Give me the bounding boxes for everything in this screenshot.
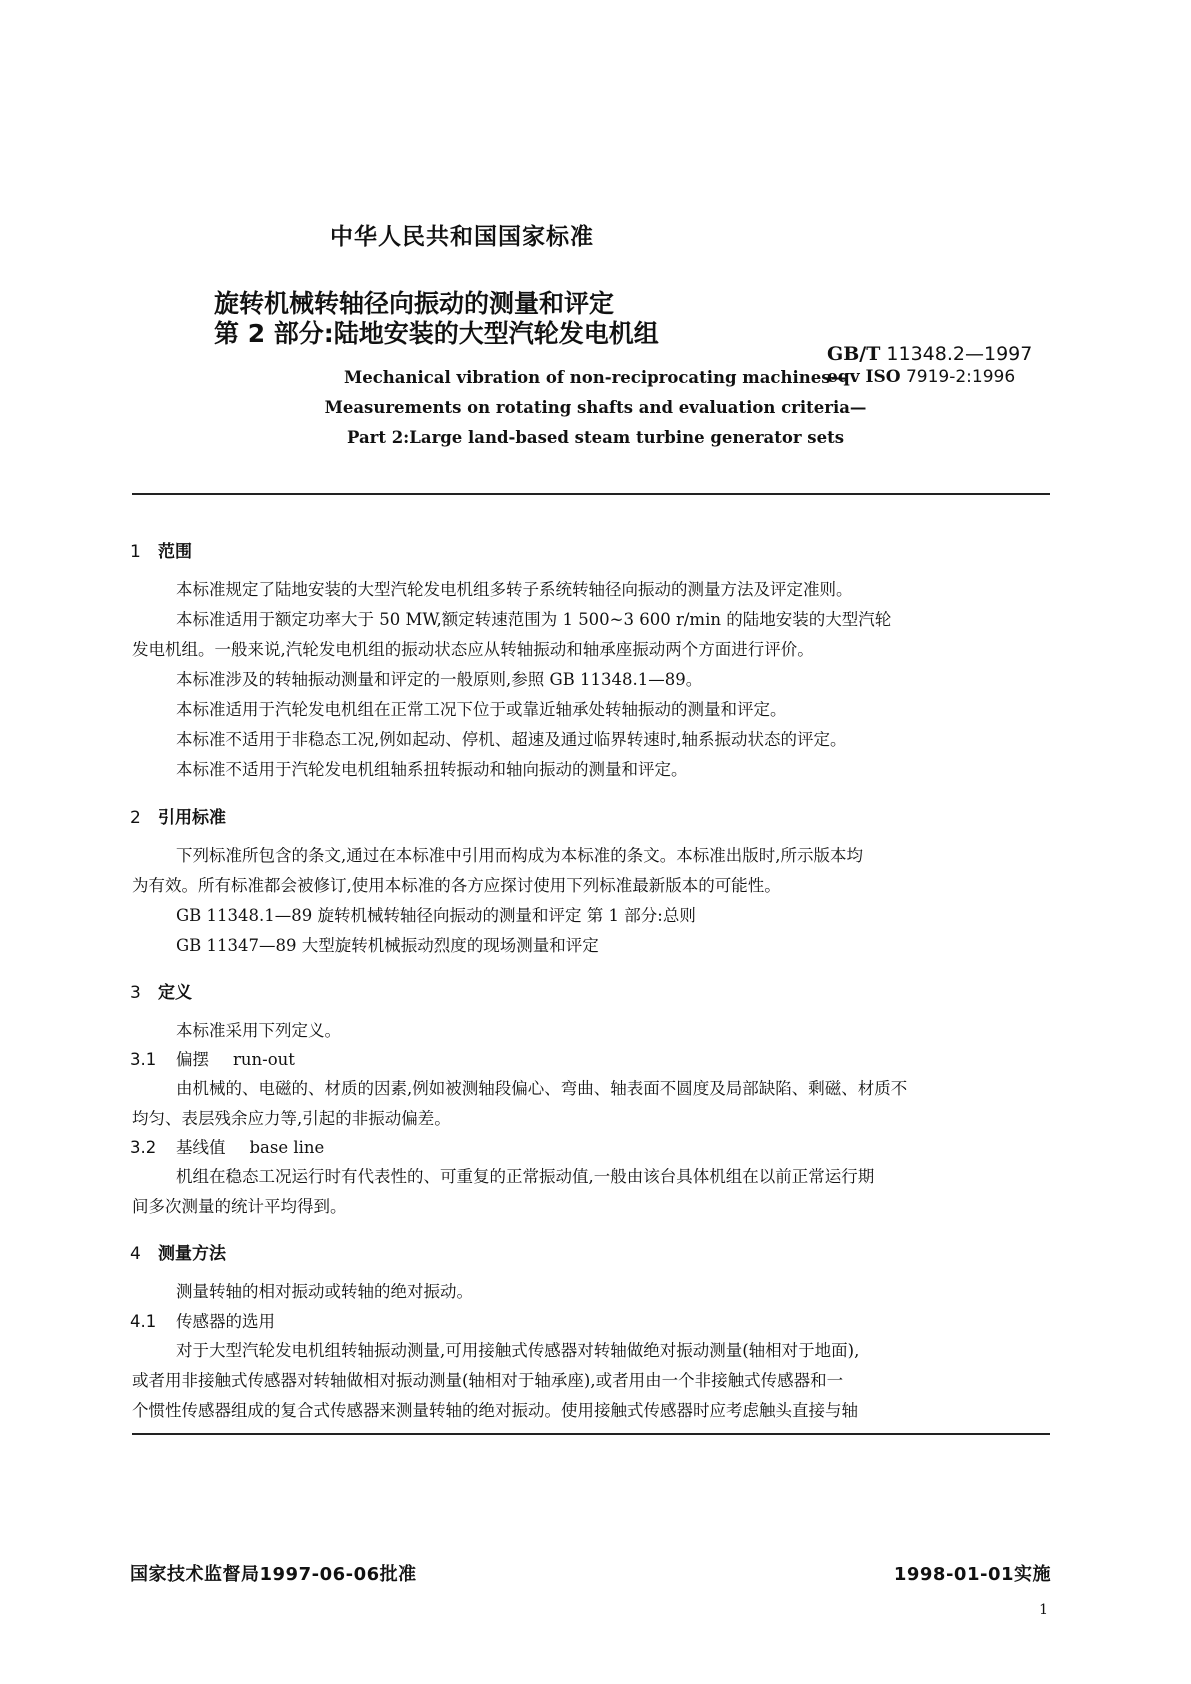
footer-divider [132, 1433, 1050, 1435]
s1-paragraph: 本标准适用于汽轮发电机组在正常工况下位于或靠近轴承处转轴振动的测量和评定。 [176, 700, 787, 719]
section-2-number: 2 [130, 808, 141, 828]
definition-3-2-heading [130, 1134, 324, 1158]
s2-reference: GB 11348.1—89 旋转机械转轴径向振动的测量和评定 第 1 部分:总则 [176, 906, 696, 925]
section-4-title: 测量方法 [158, 1244, 226, 1264]
header-divider [132, 493, 1050, 495]
s1-paragraph: 本标准不适用于非稳态工况,例如起动、停机、超速及通过临界转速时,轴系振动状态的评定。 [176, 730, 847, 749]
national-standard-heading: 中华人民共和国国家标准 [330, 224, 594, 250]
eqv-prefix: eqv ISO [827, 367, 901, 387]
title-en-line1: Mechanical vibration of non-reciprocating machines— [343, 368, 847, 387]
gb-prefix: GB/T [827, 343, 881, 365]
title-en-line3: Part 2:Large land-based steam turbine generator sets [346, 428, 845, 447]
section-4-heading [130, 1239, 226, 1264]
s2-paragraph: 为有效。所有标准都会被修订,使用本标准的各方应探讨使用下列标准最新版本的可能性。 [132, 876, 781, 895]
definition-text: 机组在稳态工况运行时有代表性的、可重复的正常振动值,一般由该台具体机组在以前正常运行期 [176, 1167, 875, 1186]
gb-number: 11348.2—1997 [886, 343, 1033, 365]
section-1-number: 1 [130, 542, 141, 562]
section-2-title: 引用标准 [158, 808, 226, 828]
definition-term-en: run-out [233, 1050, 295, 1069]
s1-paragraph: 本标准涉及的转轴振动测量和评定的一般原则,参照 GB 11348.1—89。 [176, 670, 703, 689]
section-2-heading [130, 803, 226, 828]
section-3-title: 定义 [158, 983, 192, 1003]
s2-paragraph: 下列标准所包含的条文,通过在本标准中引用而构成为本标准的条文。本标准出版时,所示版本均 [176, 846, 863, 865]
definition-term-en: base line [249, 1138, 325, 1157]
definition-text: 均匀、表层残余应力等,引起的非振动偏差。 [132, 1109, 451, 1128]
s1-paragraph: 本标准规定了陆地安装的大型汽轮发电机组多转子系统转轴径向振动的测量方法及评定准则。 [176, 580, 853, 599]
title-cn-line1: 旋转机械转轴径向振动的测量和评定 [214, 289, 615, 318]
section-1-heading [130, 537, 192, 562]
s4-paragraph: 个惯性传感器组成的复合式传感器来测量转轴的绝对振动。使用接触式传感器时应考虑触头直接与轴 [132, 1401, 858, 1420]
definition-number: 3.2 [130, 1138, 157, 1157]
subsection-4-1-heading [130, 1308, 275, 1332]
title-cn-line2: 第 2 部分:陆地安装的大型汽轮发电机组 [214, 319, 659, 348]
s2-reference: GB 11347—89 大型旋转机械振动烈度的现场测量和评定 [176, 936, 599, 955]
implementation-date: 1998-01-01实施 [893, 1564, 1051, 1585]
s4-paragraph: 对于大型汽轮发电机组转轴振动测量,可用接触式传感器对转轴做绝对振动测量(轴相对于地面), [176, 1341, 860, 1360]
s1-paragraph: 本标准适用于额定功率大于 50 MW,额定转速范围为 1 500~3 600 r/min 的陆地安装的大型汽轮 [176, 610, 892, 629]
subsection-number: 4.1 [130, 1312, 157, 1331]
gb-code [827, 343, 1032, 365]
subsection-title: 传感器的选用 [176, 1312, 275, 1331]
s3-paragraph: 本标准采用下列定义。 [176, 1021, 341, 1040]
s1-paragraph: 发电机组。一般来说,汽轮发电机组的振动状态应从转轴振动和轴承座振动两个方面进行评价。 [132, 640, 814, 659]
definition-text: 由机械的、电磁的、材质的因素,例如被测轴段偏心、弯曲、轴表面不圆度及局部缺陷、剩磁、材质不 [176, 1079, 908, 1098]
definition-term: 偏摆 [176, 1050, 209, 1069]
section-4-number: 4 [130, 1244, 141, 1264]
definition-3-1-heading [130, 1046, 295, 1070]
title-en-line2: Measurements on rotating shafts and evaluation criteria— [324, 398, 867, 417]
page-number: 1 [1039, 1602, 1048, 1618]
definition-term: 基线值 [176, 1138, 226, 1157]
s4-paragraph: 或者用非接触式传感器对转轴做相对振动测量(轴相对于轴承座),或者用由一个非接触式传感器和一 [132, 1371, 844, 1390]
eqv-number: 7919-2:1996 [905, 367, 1016, 387]
section-1-title: 范围 [158, 542, 192, 562]
section-3-heading [130, 978, 192, 1003]
section-3-number: 3 [130, 983, 141, 1003]
definition-number: 3.1 [130, 1050, 157, 1069]
s1-paragraph: 本标准不适用于汽轮发电机组轴系扭转振动和轴向振动的测量和评定。 [176, 760, 688, 779]
approval-date: 国家技术监督局1997-06-06批准 [130, 1564, 417, 1585]
definition-text: 间多次测量的统计平均得到。 [132, 1197, 347, 1216]
s4-paragraph: 测量转轴的相对振动或转轴的绝对振动。 [176, 1282, 473, 1301]
